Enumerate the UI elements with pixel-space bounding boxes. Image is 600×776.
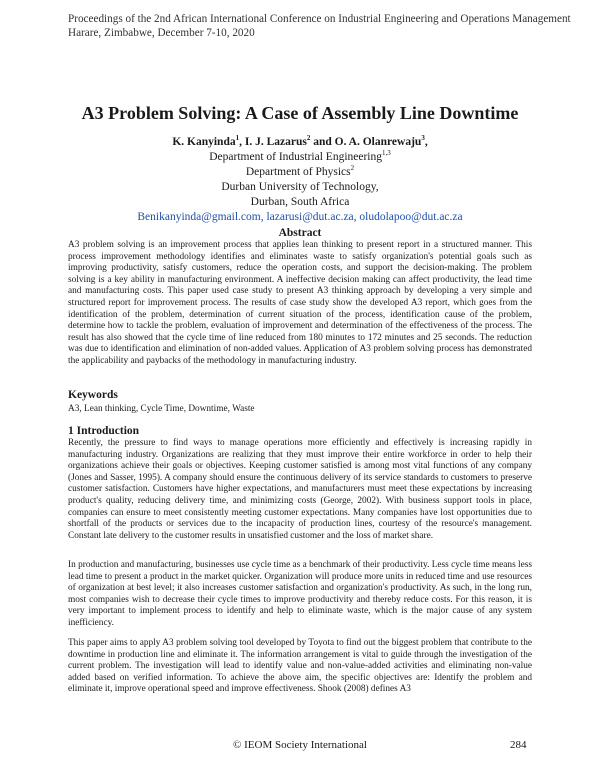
author-3-sup: 3 bbox=[421, 134, 425, 143]
author-emails bbox=[0, 210, 600, 225]
author-and: and bbox=[313, 136, 332, 148]
page-number: 284 bbox=[510, 739, 527, 751]
abstract-heading: Abstract bbox=[278, 227, 322, 239]
intro-paragraph-2: In production and manufacturing, businesses use cycle time as a benchmark of their productivity. Less cycle time means less lead time to present a product in the market quicker. Organization will produce more units in reduced time and use resources of organization at best level; it also increases customer satisfaction and organization's productivity. As such, in the long run, most companies wish to decrease their cycle times to improve productivity and thereby reduce costs. For this reason, it is very important to implement process to identify and help to eliminate waste, which is the major cause of any system inefficiency. bbox=[68, 560, 532, 628]
paper-title: A3 Problem Solving: A Case of Assembly Line Downtime bbox=[81, 103, 519, 123]
proceedings-line-1: Proceedings of the 2nd African International Conference on Industrial Engineering and Operations Management bbox=[68, 13, 571, 25]
affiliation-4: Durban, South Africa bbox=[250, 196, 350, 208]
affiliation-1: Department of Industrial Engineering$^{1,3}$ bbox=[209, 149, 391, 163]
email-link-3[interactable]: oludolapoo@dut.ac.za bbox=[359, 211, 463, 223]
author-2: I. J. Lazarus bbox=[244, 136, 307, 148]
affiliation-1-sup: 1,3 bbox=[382, 149, 391, 158]
email-link-2[interactable]: lazarusi@dut.ac.za, bbox=[266, 211, 357, 223]
footer-copyright: © IEOM Society International bbox=[233, 739, 367, 751]
abstract-text: A3 problem solving is an improvement process that applies lean thinking to present report in a structured manner. This process improvement methodology identifies and eliminates waste to satisfy organization's potential goals such as improving productivity, satisfy customers, reduce the operation costs, and support the decision-making. The problem solving is a key ability in manufacturing environment. A ineffective decision making can affect productivity, the lead time and manufacturing costs. This paper used case study to present A3 thinking approach by developing a very simple and structured report for improvement process. The results of case study show the developed A3 report, which goes from the identification of the problem, determination of current situation of the process, identification cause of the problem, determine how to tackle the problem, evaluation of improvement and determination of the effectiveness of the process. The result has also showed that the cycle time of line reduced from 180 minutes to 172 minutes and 25 seconds. The reduction was due to identification and elimination of non-added values. Application of A3 problem solving process has demonstrated the applicability and paybacks of the methodology in manufacturing industry. bbox=[68, 240, 532, 366]
intro-paragraph-1: Recently, the pressure to find ways to manage operations more efficiently and effectively is increasing rapidly in manufacturing industry. Organizations are realizing that they must improve their entire workforce in order to help their organizations achieve their goals or objectives. Keeping customer satisfied is among most vital functions of any company (Jones and Sasser, 1995). A company should ensure the continuous delivery of its service standards to customers to preserve customer satisfaction. Customers have higher expectations, and manufacturers must meet these expectations by increasing product's quality, reducing delivery time, and minimizing costs (George, 2002). With business support tools in place, companies can ensure to meet consistently meeting customer expectations. Many companies have lost opportunities due to shortfall of the products or services due to the incapacity of production lines, courtesy of the resource's management. Constant late delivery to the customer results in unsatisfied customer and the loss of market share. bbox=[68, 438, 532, 541]
proceedings-header bbox=[68, 12, 571, 40]
author-1-sup: 1 bbox=[235, 134, 240, 143]
author-block bbox=[0, 135, 600, 225]
author-1: K. Kanyinda bbox=[172, 136, 236, 148]
email-link-1[interactable]: Benikanyinda@gmail.com, bbox=[137, 211, 264, 223]
affiliation-2: Department of Physics$^2$ bbox=[245, 164, 355, 178]
keywords-heading: Keywords bbox=[68, 389, 118, 401]
author-names: K. Kanyinda$^1$, I. J. Lazarus$^2$ and O. A. Olanrewaju$^3$, bbox=[172, 134, 428, 148]
author-2-sup: 2 bbox=[306, 134, 311, 143]
keywords-text: A3, Lean thinking, Cycle Time, Downtime, Waste bbox=[68, 404, 255, 414]
affiliation-3: Durban University of Technology, bbox=[221, 181, 379, 193]
author-3: O. A. Olanrewaju bbox=[334, 136, 422, 148]
intro-paragraph-3: This paper aims to apply A3 problem solving tool developed by Toyota to find out the biggest problem that contribute to the downtime in production line and eliminate it. The information arrangement is vital to guide through the investigation of the current problem. The investigation will lead to identify value and non-value-added activities and eliminating non-value added based on verified information. To achieve the above aim, the specific objectives are: Identify the problem and eliminate it, improve operational speed and improve effectiveness. Shook (2008) defines A3 bbox=[68, 638, 532, 695]
introduction-heading: 1 Introduction bbox=[68, 425, 140, 437]
affiliation-2-sup: 2 bbox=[350, 164, 355, 173]
proceedings-line-2: Harare, Zimbabwe, December 7-10, 2020 bbox=[68, 27, 255, 39]
